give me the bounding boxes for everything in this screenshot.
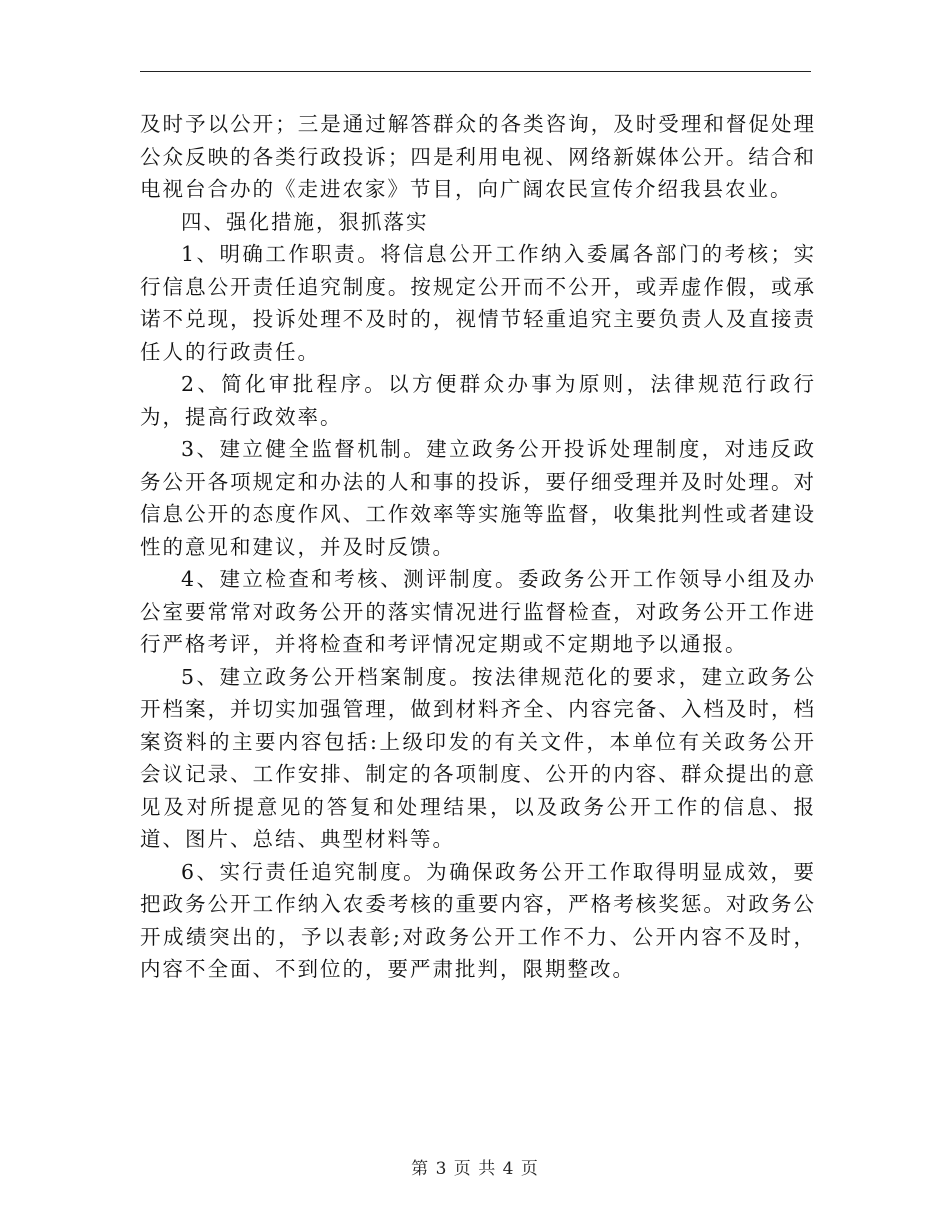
paragraph-item-2: 2、简化审批程序。以方便群众办事为原则，法律规范行政行为，提高行政效率。 (140, 372, 816, 429)
document-body (140, 108, 816, 986)
paragraph-item-6: 6、实行责任追究制度。为确保政务公开工作取得明显成效，要把政务公开工作纳入农委考核的重要内容，严格考核奖惩。对政务公开成绩突出的，予以表彰;对政务公开工作不力、公开内容不及时，内容不全面、不到位的，要严肃批判，限期整改。 (140, 859, 816, 981)
paragraph-item-3: 3、建立健全监督机制。建立政务公开投诉处理制度，对违反政务公开各项规定和办法的人和事的投诉，要仔细受理并及时处理。对信息公开的态度作风、工作效率等实施等监督，收集批判性或者建设性的意见和建议，并及时反馈。 (140, 437, 816, 559)
header-rule (140, 71, 811, 72)
paragraph-continuation: 及时予以公开；三是通过解答群众的各类咨询，及时受理和督促处理公众反映的各类行政投诉；四是利用电视、网络新媒体公开。结合和电视台合办的《走进农家》节目，向广阔农民宣传介绍我县农业。 (140, 112, 816, 201)
paragraph-item-4: 4、建立检查和考核、测评制度。委政务公开工作领导小组及办公室要常常对政务公开的落实情况进行监督检查，对政务公开工作进行严格考评，并将检查和考评情况定期或不定期地予以通报。 (140, 567, 816, 656)
page-number: 第 3 页 共 4 页 (411, 1159, 539, 1179)
paragraph-item-1: 1、明确工作职责。将信息公开工作纳入委属各部门的考核；实行信息公开责任追究制度。按规定公开而不公开，或弄虚作假，或承诺不兑现，投诉处理不及时的，视情节轻重追究主要负责人及直接责任人的行政责任。 (140, 242, 816, 364)
section-heading: 四、强化措施，狠抓落实 (181, 209, 429, 234)
paragraph-item-5: 5、建立政务公开档案制度。按法律规范化的要求，建立政务公开档案，并切实加强管理，做到材料齐全、内容完备、入档及时，档案资料的主要内容包括:上级印发的有关文件，本单位有关政务公开会议记录、工作安排、制定的各项制度、公开的内容、群众提出的意见及对所提意见的答复和处理结果，以及政务公开工作的信息、报道、图片、总结、典型材料等。 (140, 664, 816, 851)
